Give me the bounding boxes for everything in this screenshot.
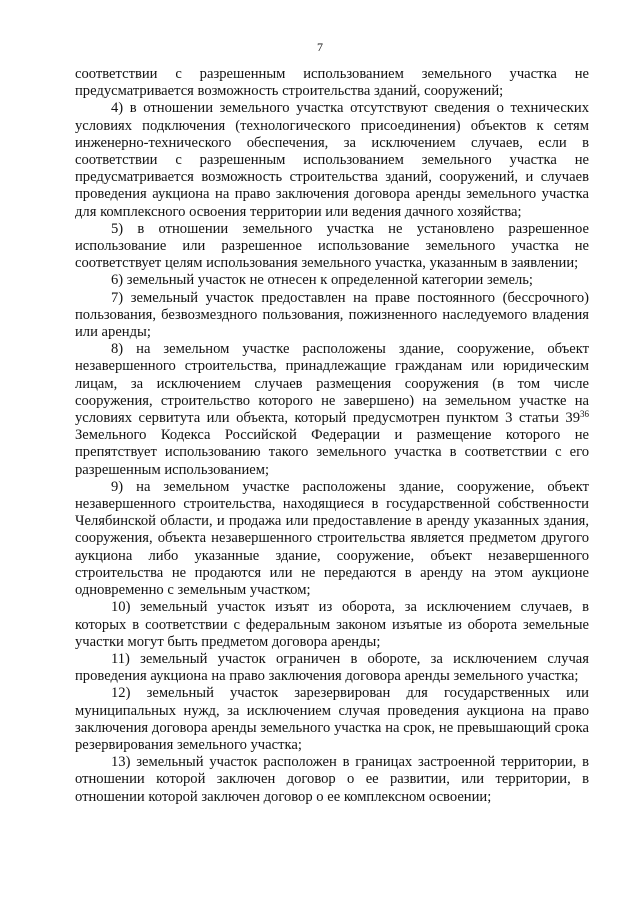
continuation-paragraph: соответствии с разрешенным использованием земельного участка не предусматривается возможность строительства зданий, сооружений; [75, 66, 589, 100]
list-item-6: 6) земельный участок не отнесен к определенной категории земель; [111, 272, 533, 289]
list-item-8 [75, 341, 589, 479]
list-item-8-text-after: Земельного Кодекса Российской Федерации и размещение которого не препятствует использованию такого земельного участка в соответствии с его разрешенным использованием; [75, 427, 589, 478]
list-item-4: 4) в отношении земельного участка отсутствуют сведения о технических условиях подключения (технологического присоединения) объектов к сетям инженерно-технического обеспечения, за исключением случаев, если в соответствии с разрешенным использованием земельного участка не предусматривается возможность строительства зданий, сооружений, и случаев проведения аукциона на право заключения договора аренды земельного участка для комплексного освоения территории или ведения дачного хозяйства; [75, 100, 589, 220]
list-item-7: 7) земельный участок предоставлен на праве постоянного (бессрочного) пользования, безвозмездного пользования, пожизненного наследуемого владения или аренды; [75, 289, 589, 341]
list-item-12: 12) земельный участок зарезервирован для государственных или муниципальных нужд, за исключением случая проведения аукциона на право заключения договора аренды земельного участка на срок, не превышающий срока резервирования земельного участка; [75, 685, 589, 753]
document-body [75, 66, 589, 806]
list-item-13: 13) земельный участок расположен в границах застроенной территории, в отношении которой заключен договор о ее развитии, или территории, в отношении которой заключен договор о ее комплексном освоении; [75, 754, 589, 805]
list-item-9: 9) на земельном участке расположены здание, сооружение, объект незавершенного строительства, находящиеся в государственной собственности Челябинской области, и продажа или предоставление в аренду указанных здания, сооружения, объекта незавершенного строительства является предметом другого аукциона либо указанные здание, сооружение, объект незавершенного строительства не продаются или не передаются в аренду на этом аукционе одновременно с земельным участком; [75, 478, 589, 599]
article-superscript: 36 [580, 409, 589, 420]
list-item-8-text-before: 8) на земельном участке расположены здание, сооружение, объект незавершенного строительства, принадлежащие гражданам или юридическим лицам, за исключением случаев размещения сооружения (в том числе сооружения, строительство которого не завершено) на земельном участке на условиях сервитута или объекта, который предусмотрен пунктом 3 статьи 39 [75, 341, 589, 427]
list-item-5: 5) в отношении земельного участка не установлено разрешенное использование или разрешенное использование земельного участка не соответствует целям использования земельного участка, указанным в заявлении; [75, 220, 589, 272]
list-item-11: 11) земельный участок ограничен в обороте, за исключением случая проведения аукциона на право заключения договора аренды земельного участка; [75, 650, 589, 685]
list-item-10: 10) земельный участок изъят из оборота, за исключением случаев, в которых в соответствии с федеральным законом изъятые из оборота земельные участки могут быть предметом договора аренды; [75, 599, 589, 650]
page-number: 7 [317, 40, 323, 54]
